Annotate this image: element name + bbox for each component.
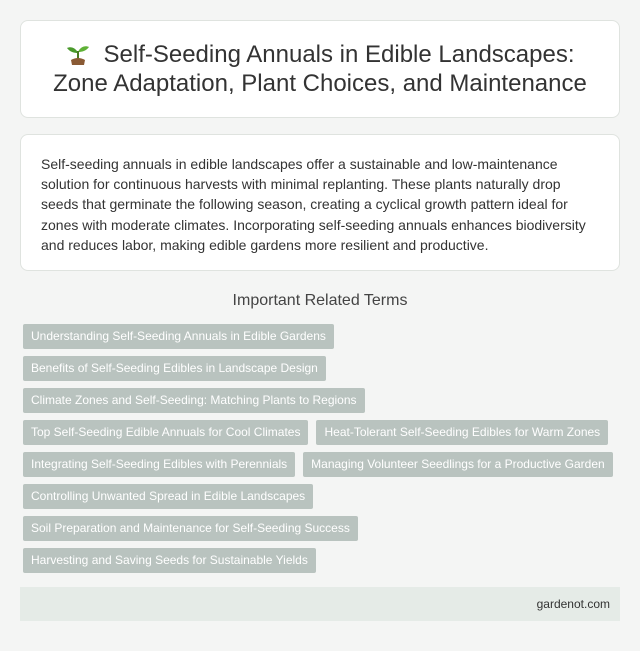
tag-row xyxy=(23,484,623,509)
tag-row xyxy=(23,548,623,573)
related-term-tag[interactable]: Top Self-Seeding Edible Annuals for Cool Climates xyxy=(23,420,308,445)
summary-text: Self-seeding annuals in edible landscapes offer a sustainable and low-maintenance solution for continuous harvests with minimal replanting. These plants naturally drop seeds that germinate the following season, creating a cyclical growth pattern ideal for zones with moderate climates. Incorporating self-seeding annuals enhances biodiversity and reduces labor, making edible gardens more resilient and productive. xyxy=(41,156,586,253)
related-term-tag[interactable]: Harvesting and Saving Seeds for Sustainable Yields xyxy=(23,548,316,573)
sprout-icon xyxy=(66,41,90,65)
summary-card xyxy=(20,134,620,271)
tag-row xyxy=(23,516,623,541)
tag-row xyxy=(23,420,623,445)
related-term-tag[interactable]: Understanding Self-Seeding Annuals in Edible Gardens xyxy=(23,324,334,349)
tag-row xyxy=(23,324,623,349)
related-term-tag[interactable]: Benefits of Self-Seeding Edibles in Landscape Design xyxy=(23,356,326,381)
related-term-tag[interactable]: Managing Volunteer Seedlings for a Productive Garden xyxy=(303,452,613,477)
related-term-tag[interactable]: Controlling Unwanted Spread in Edible Landscapes xyxy=(23,484,313,509)
related-term-tag[interactable]: Soil Preparation and Maintenance for Self-Seeding Success xyxy=(23,516,358,541)
title-card xyxy=(20,20,620,118)
related-terms-list xyxy=(23,324,623,580)
related-term-tag[interactable]: Heat-Tolerant Self-Seeding Edibles for Warm Zones xyxy=(316,420,608,445)
footer xyxy=(20,587,620,621)
tag-row xyxy=(23,388,623,413)
page-title-text: Self-Seeding Annuals in Edible Landscapes: Zone Adaptation, Plant Choices, and Maintenance xyxy=(53,41,587,97)
tag-row xyxy=(23,452,623,477)
related-terms-heading: Important Related Terms xyxy=(232,292,408,309)
related-term-tag[interactable]: Integrating Self-Seeding Edibles with Perennials xyxy=(23,452,295,477)
footer-site-link[interactable]: gardenot.com xyxy=(536,597,610,611)
page-title xyxy=(41,40,599,98)
related-term-tag[interactable]: Climate Zones and Self-Seeding: Matching Plants to Regions xyxy=(23,388,365,413)
tag-row xyxy=(23,356,623,381)
